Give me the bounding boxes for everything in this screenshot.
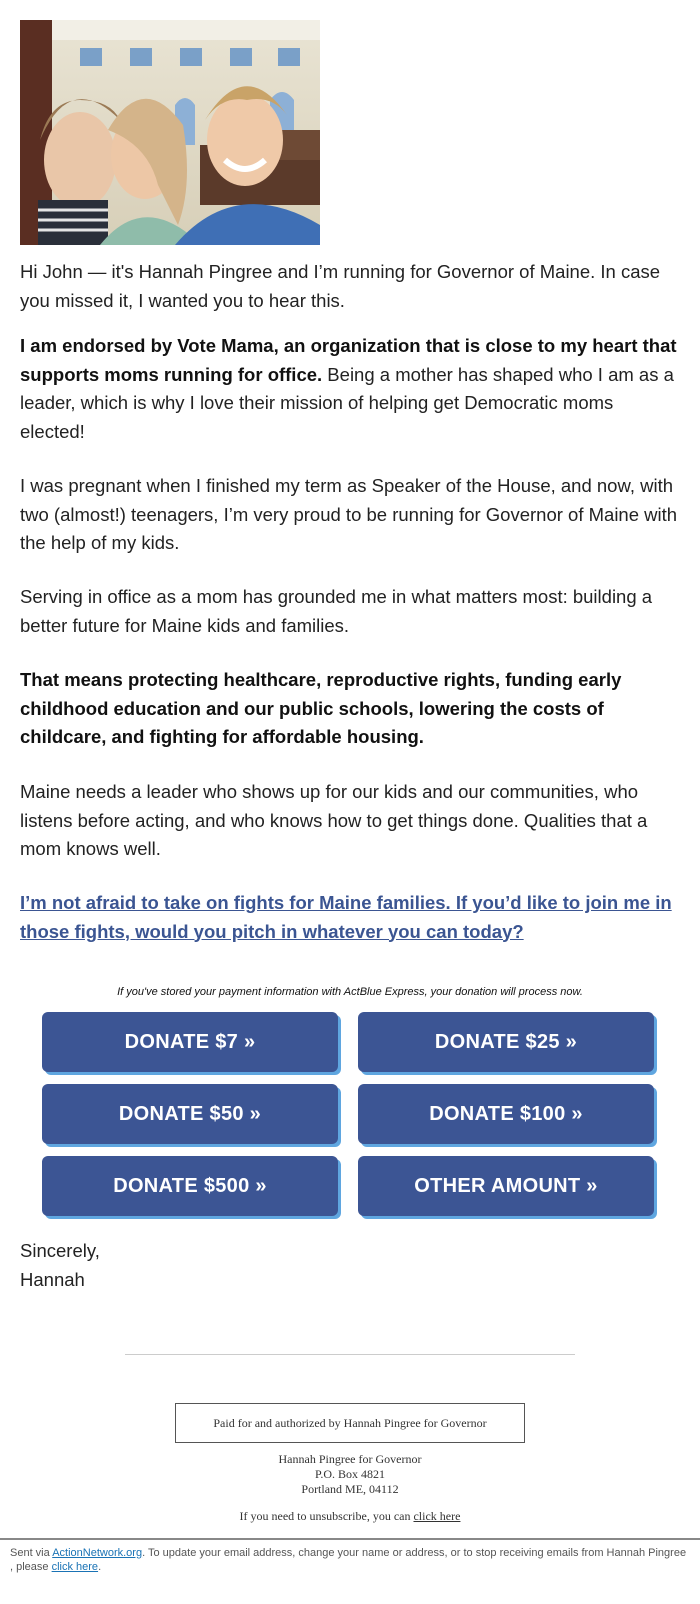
unsubscribe-text: If you need to unsubscribe, you can — [239, 1509, 414, 1523]
address-name: Hannah Pingree for Governor — [278, 1452, 422, 1466]
signoff: Sincerely, — [20, 1240, 100, 1261]
intro-paragraph: Hi John — it's Hannah Pingree and I’m running for Governor of Maine. In case you missed it, I wanted you to hear this. — [20, 261, 661, 311]
serving-paragraph: Serving in office as a mom has grounded me in what matters most: building a better future for Maine kids and families. — [20, 586, 653, 636]
footer-suffix: . — [98, 1561, 102, 1573]
section-divider — [125, 1354, 575, 1355]
paid-for-disclaimer — [175, 1403, 525, 1443]
unsubscribe-link[interactable]: click here — [413, 1509, 461, 1523]
cta-donate-link[interactable]: I’m not afraid to take on fights for Maine families. If you’d like to join me in those fights, would you pitch in whatever you can today? — [20, 892, 672, 942]
donate-100-button[interactable]: DONATE $100 » — [358, 1084, 654, 1144]
footer-middle: . To update your email address, change your name or address, or to stop receiving emails from Hannah Pingree , please — [10, 1547, 687, 1573]
donate-25-button[interactable]: DONATE $25 » — [358, 1012, 654, 1072]
hero-photo — [20, 20, 320, 245]
paid-for-text: Paid for and authorized by Hannah Pingree for Governor — [213, 1415, 487, 1430]
footer-rule — [0, 1538, 700, 1540]
unsubscribe-line — [0, 1509, 700, 1524]
endorsement-paragraph — [20, 332, 680, 446]
actionnetwork-link[interactable]: ActionNetwork.org — [52, 1547, 143, 1559]
donate-7-button[interactable]: DONATE $7 » — [42, 1012, 338, 1072]
signature: Hannah — [20, 1269, 85, 1290]
family-selfie-image — [20, 20, 320, 245]
manage-subscription-link[interactable]: click here — [51, 1561, 99, 1573]
donate-50-button[interactable]: DONATE $50 » — [42, 1084, 338, 1144]
footer-note — [10, 1546, 690, 1574]
address-line2: Portland ME, 04112 — [301, 1482, 399, 1496]
priorities-bold-text: That means protecting healthcare, reproductive rights, funding early childhood education and our public schools, lowering the costs of childcare, and fighting for affordable housing. — [20, 669, 622, 747]
priorities-paragraph — [20, 666, 680, 752]
endorsement-text: Being a mother has shaped who I am as a leader, which is why I love their mission of helping get Democratic moms elected! — [20, 363, 674, 442]
leader-paragraph: Maine needs a leader who shows up for our kids and our communities, who listens before acting, and who knows how to get things done. Qualities that a mom knows well. — [20, 781, 648, 859]
address-line1: P.O. Box 4821 — [314, 1467, 385, 1481]
actblue-express-notice: If you've stored your payment information with ActBlue Express, your donation will process now. — [117, 986, 583, 998]
speaker-paragraph: I was pregnant when I finished my term as Speaker of the House, and now, with two (almost!) teenagers, I’m very proud to be running for Governor of Maine with the help of my kids. — [20, 475, 678, 553]
footer-prefix: Sent via — [10, 1547, 53, 1559]
endorsement-bold-text: I am endorsed by Vote Mama, an organization that is close to my heart that supports moms running for office. — [20, 335, 677, 385]
cta-paragraph — [20, 889, 680, 946]
donate-500-button[interactable]: DONATE $500 » — [42, 1156, 338, 1216]
donate-other-amount-button[interactable]: OTHER AMOUNT » — [358, 1156, 654, 1216]
